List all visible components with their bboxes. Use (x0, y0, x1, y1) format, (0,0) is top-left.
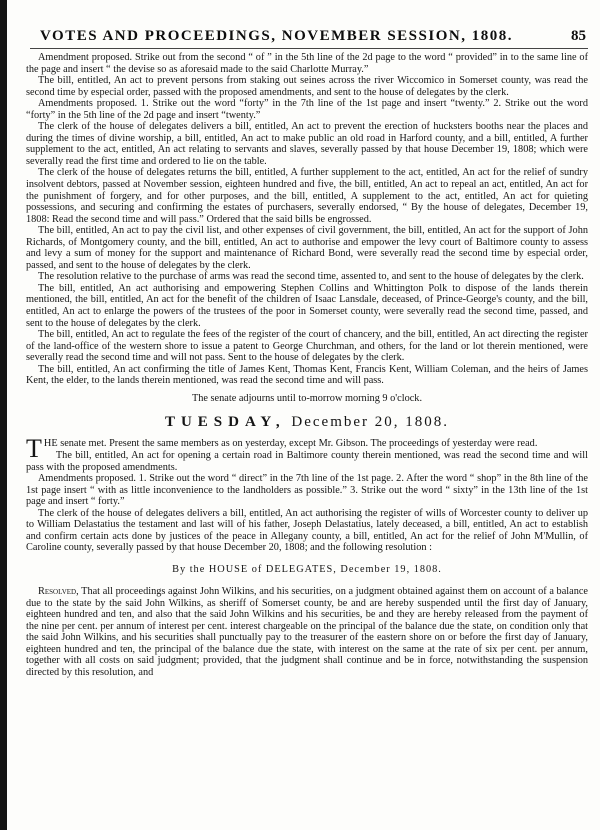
header-title: VOTES AND PROCEEDINGS, NOVEMBER SESSION, 1808. (40, 28, 513, 44)
paragraph: The clerk of the house of delegates delivers a bill, entitled, An act to prevent the erection of hucksters booths near the places and during the times of divine worship, a bill, entitled, An act to make public an old road in Harford county, and a bill, entitled, A further supplement to the act, entitled, An act relating to servants and slaves, severally passed by that house December 19, 1808; which were severally read the first time and ordered to lie on the table. (26, 121, 588, 167)
opening-paragraph: THE senate met. Present the same members as on yesterday, except Mr. Gibson. The proceedings of yesterday were read. (26, 434, 538, 464)
header-rule (30, 48, 588, 49)
paragraph: Amendments proposed. 1. Strike out the word “ direct” in the 7th line of the 1st page. 2. After the word “ shop” in the 8th line of the 1st page insert “ with as little inconvenience to the landholders as possible.” 3. Strike out the word “ sixty” in the 13th line of the 1st page and insert “ forty.” (26, 473, 588, 508)
running-header (40, 28, 586, 48)
paragraph: The bill, entitled, An act authorising and empowering Stephen Collins and Whittington Polk to dispose of the lands therein mentioned, the bill, entitled, An act for the benefit of the children of Isaac Lansdale, deceased, of Prince-George's county, and the bill, entitled, An act to enlarge the powers of the trustees of the poor in Somerset county, were severally read the second time, passed, and sent to the house of delegates by the clerk. (26, 282, 588, 329)
paragraph: Amendment proposed. Strike out from the second “ of ” in the 5th line of the 2d page to the word “ provided” in to the same line of the page and insert “ the devise so as aforesaid made to the said Charlotte Murray.” (26, 52, 589, 75)
paragraph: Amendments proposed. 1. Strike out the word “forty” in the 7th line of the 1st page and insert “twenty.” 2. Strike out the word “forty” in the 5th line of the 2d page and insert “twenty.” (26, 98, 588, 121)
paragraph: The clerk of the house of delegates returns the bill, entitled, A further supplement to the act, entitled, An act for the relief of sundry insolvent debtors, passed at November session, eighteen hundred and five, the bill, entitled, An act to repeal an act, entitled, An act for the punishment of forgery, and for other purposes, and the bill, entitled, A supplement to the act, entitled, An act for quieting possessions, and securing and confirming the estates of purchasers, severally endorsed, “ By the house of delegates, December 19, 1808: Read the second time and will pass.” Ordered that the said bills be engrossed. (26, 167, 588, 225)
paragraph: The bill, entitled, An act to prevent persons from staking out seines across the river Wiccomico in Somerset county, was read the second time by especial order, passed with the proposed amendments, and sent to the house of delegates by the clerk. (26, 75, 588, 98)
paragraph: The bill, entitled, An act confirming the title of James Kent, Thomas Kent, Francis Kent, William Coleman, and the heirs of James Kent, the elder, to the lands therein mentioned, was read the second time and will pass. (26, 363, 588, 387)
day-name: TUESDAY, (164, 414, 286, 431)
paragraph: The bill, entitled, An act for opening a certain road in Baltimore county therein mentioned, was read the second time and will pass with the proposed amendments. (26, 449, 588, 473)
resolved-label: Resolved, (38, 586, 79, 598)
adjournment-note: The senate adjourns until to-morrow morning 9 o'clock. (191, 392, 423, 404)
paragraph: The bill, entitled, An act to pay the civil list, and other expenses of civil government, the bill, entitled, An act for the support of John Richards, of Montgomery county, and the bill, entitled, An act to authorise and empower the levy court of Baltimore county to assess and levy a sum of money for the support and maintenance of Richard Bond, were severally read the second time by especial order, passed, and sent to the house of delegates by the clerk. (26, 225, 588, 271)
paragraph: The clerk of the house of delegates delivers a bill, entitled, An act authorising the register of wills of Worcester county to deliver up to William Delastatius the testament and last will of his father, Joseph Delastatius, lately deceased, a bill, entitled, An act to establish and confirm certain acts done by justices of the peace in Allegany county, a bill, entitled, An act for the relief of John M'Mullin, of Caroline county, severally passed by that house December 20, 1808; and the following resolution : (26, 507, 588, 554)
resolution-heading: By the HOUSE of DELEGATES, December 19, 1808. (172, 564, 442, 576)
resolution-text: Resolved, That all proceedings against John Wilkins, and his securities, on a judgment obtained against them on account of a balance due to the state by the said John Wilkins, as sheriff of Somerset county, be and are hereby suspended until the first day of January, eighteen hundred and ten, and also that the said John Wilkins and his securities, be and they are hereby released from the payment of the nine per cent. per annum of interest per cent. interest chargeable on the principal of the balance due the state, on condition only that the said John Wilkins, and his securities shall punctually pay to the treasurer of the eastern shore on or before the first day of January, eighteen hundred and ten, the principal of the balance due the state, with interest on the same at the rate of six per cent. per annum, together with all costs on said judgment; provided, that the judgment shall continue and be in force, notwithstanding the suspension directed by this resolution, and (26, 586, 588, 678)
page-number: 85 (571, 28, 586, 44)
day-heading (26, 412, 588, 432)
paragraph: The bill, entitled, An act to regulate the fees of the register of the court of chancery, and the bill, entitled, An act directing the register of the land-office of the western shore to issue a patent to George Churchman, and others, for the land or lot therein mentioned, were severally read the second time and will not pass. Sent to the house of delegates by the clerk. (26, 329, 588, 364)
document-body (26, 52, 588, 824)
paragraph: The resolution relative to the purchase of arms was read the second time, assented to, and sent to the house of delegates by the clerk. (38, 271, 584, 283)
scan-edge (0, 0, 7, 830)
drop-cap: T (26, 434, 42, 464)
day-date: December 20, 1808. (291, 414, 450, 431)
